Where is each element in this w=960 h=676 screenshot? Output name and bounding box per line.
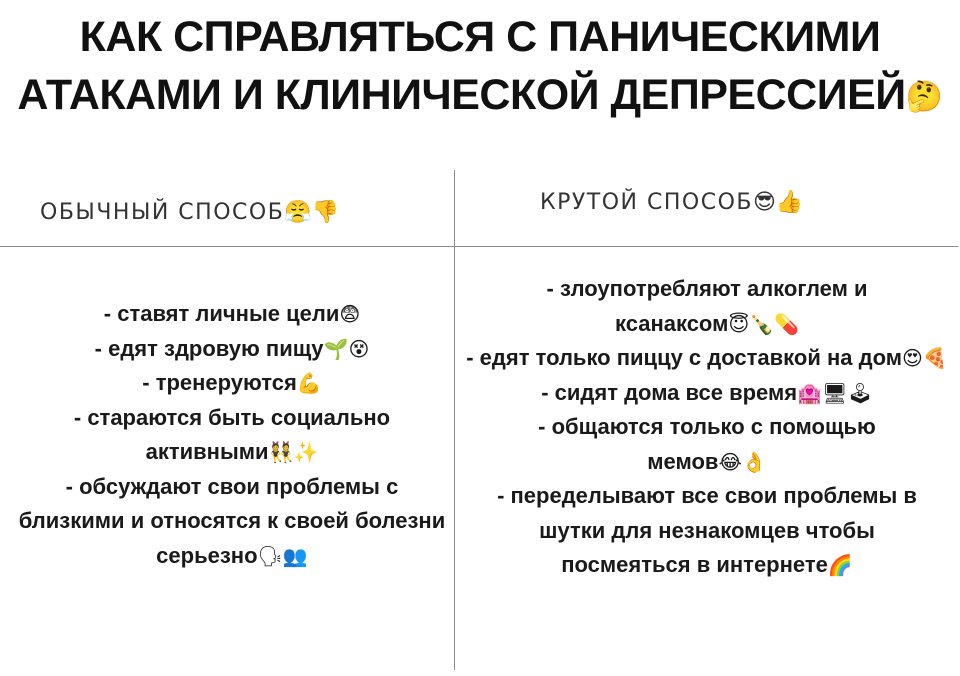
title-line-2-text: АТАКАМИ И КЛИНИЧЕСКОЙ ДЕПРЕССИЕЙ: [17, 71, 906, 119]
list-item-text: - тренеруются: [142, 370, 297, 395]
left-column-header: [40, 200, 339, 225]
list-item: [18, 297, 446, 332]
list-item-text: - переделывают все свои проблемы в шутки для незнакомцев чтобы посмеяться в интернете: [497, 483, 917, 577]
emoji-icon: 🏩🖥🕹: [797, 380, 873, 405]
list-item-text: - ставят личные цели: [103, 301, 340, 326]
list-item: [462, 410, 952, 479]
emoji-icon: 🗣👥: [257, 543, 308, 568]
title-line-2: [0, 66, 960, 127]
list-item: [462, 376, 952, 411]
list-item-text: - стараются быть социально активными: [73, 404, 391, 464]
list-item-text: - едят только пиццу с доставкой на дом: [466, 345, 902, 370]
right-header-text: КРУТОЙ СПОСОБ: [540, 190, 753, 215]
list-item-text: - едят здровую пищу: [94, 335, 324, 361]
emoji-icon: 💪: [296, 371, 322, 395]
emoji-icon: 😇🍾💊: [728, 311, 800, 336]
right-list: [462, 272, 952, 583]
left-header-text: ОБЫЧНЫЙ СПОСОБ: [40, 200, 285, 225]
page-title: [0, 8, 960, 127]
list-item-text: - общаются только с помощью мемов: [538, 414, 876, 474]
emoji-icon: 🌈: [827, 553, 853, 577]
list-item: [18, 332, 446, 367]
emoji-icon: 👯✨: [268, 440, 319, 464]
list-item: [18, 401, 446, 470]
list-item: [462, 272, 952, 341]
list-item: [462, 341, 952, 376]
horizontal-divider: [0, 246, 958, 247]
emoji-icon: 😨: [339, 302, 361, 326]
emoji-icon: 😍🍕: [902, 346, 948, 370]
right-column-header: [540, 190, 803, 215]
title-line-1: КАК СПРАВЛЯТЬСЯ С ПАНИЧЕСКИМИ: [79, 13, 881, 61]
list-item: [18, 366, 446, 401]
left-header-emoji-icon: 😤👎: [284, 200, 340, 225]
emoji-icon: 😂👌: [718, 449, 767, 474]
right-header-emoji-icon: 😎👍: [753, 190, 804, 215]
emoji-icon: 🌱😵: [323, 336, 370, 361]
vertical-divider: [454, 170, 455, 670]
list-item-text: - злоупотребляют алкоглем и ксанаксом: [546, 276, 868, 336]
thinking-face-icon: 🤔: [905, 79, 943, 115]
list-item: [462, 479, 952, 583]
list-item-text: - сидят дома все время: [541, 379, 798, 405]
list-item-text: - обсуждают свои проблемы с близкими и относятся к своей болезни серьезно: [18, 473, 446, 568]
left-list: [18, 297, 446, 573]
list-item: [18, 470, 446, 574]
